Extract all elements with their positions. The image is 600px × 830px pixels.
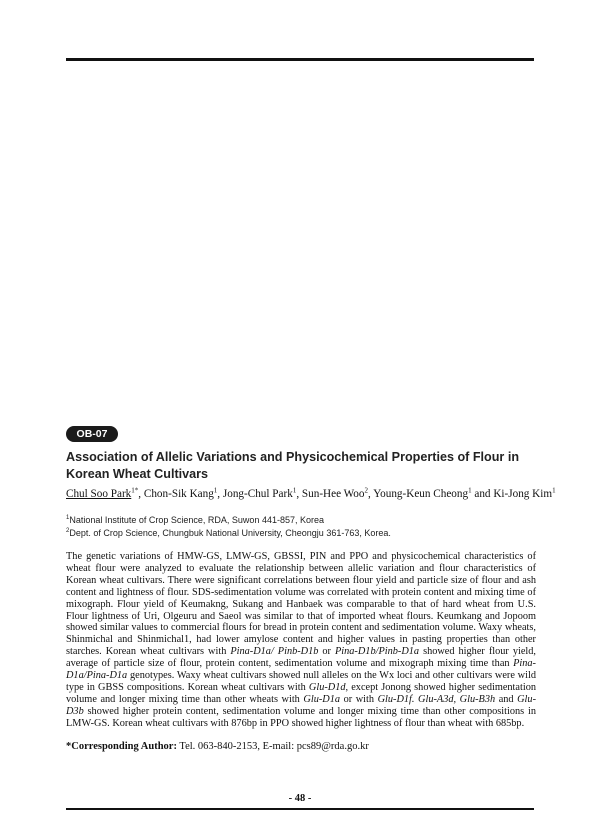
affiliation-mark: 2 (66, 528, 70, 534)
author-affiliation-mark: 1 (552, 486, 556, 495)
abstract-segment: or with (340, 693, 378, 705)
affiliations (66, 514, 536, 540)
abstract-italic-term: Glu-D1d (308, 681, 346, 693)
abstract-italic-term: Pina-D1a/ Pinb-D1b (230, 646, 319, 658)
author-affiliation-mark: 1 (213, 486, 218, 495)
abstract-italic-term: Pina-D1b/Pinb-D1a (334, 646, 420, 658)
abstract-segment: The genetic variations of HMW-GS, LMW-GS, GBSSI, PIN and PPO and physicochemical characteristics of wheat flour were analyzed to evaluate the relationship between allelic variation and flour characteristics of Korean wheat cultivars. There were significant correlations between flour yield and particle size of flour and ash content and lightness of flour. SDS-sedimentation volume was correlated with protein content and mixing time of mixograph. Flour yield of Keumakng, Sukang and Hanbaek was comparable to that of hard wheat from U.S. Flour lightness of Uri, Olgeuru and Saeol was similar to that of imported wheat flours. Keumkang and Jopoom showed similar values to commercial flours for bread in protein content and sedimentation volume. Waxy wheats, Shinmichal and Shinmichal1, had lower amylose content and higher values in pasting properties than other starches. Korean wheat cultivars with (66, 551, 536, 658)
abstract-italic-term: Glu-D1a (303, 693, 341, 705)
author-name: Jong-Chul Park (222, 488, 293, 500)
bottom-rule (66, 808, 534, 810)
abstract-segment: genotypes. Waxy wheat cultivars showed null alleles on the Wx loci and other cultivars were wild type in GBSS compositions. Korean wheat cultivars with (66, 670, 536, 693)
abstract-italic-term: Glu-D1f. Glu-A3d, Glu-B3h (377, 693, 496, 705)
author-affiliation-mark: 1 (292, 486, 297, 495)
author-affiliation-mark: 2 (364, 486, 368, 495)
author-separator: , (217, 488, 223, 500)
affiliation-text: Dept. of Crop Science, Chungbuk National University, Cheongju 361-763, Korea. (69, 528, 391, 538)
author-name: Sun-Hee Woo (301, 488, 365, 500)
top-rule (66, 58, 534, 61)
abstract-segment: showed higher flour yield, average of particle size of flour, protein content, sedimentation volume and mixograph mixing time than (66, 646, 536, 670)
author-name: Young-Keun Cheong (373, 488, 469, 500)
author-name: Chul Soo Park (66, 488, 132, 500)
author-affiliation-mark: 1* (131, 486, 139, 495)
corresponding-label: *Corresponding Author: (66, 741, 177, 752)
corresponding-contact: Tel. 063-840-2153, E-mail: pcs89@rda.go.kr (176, 741, 369, 752)
author-separator: , (368, 488, 374, 500)
abstract-italic-term: Glu-D3b (66, 693, 536, 717)
corresponding-author (66, 740, 536, 753)
author-separator: , (296, 488, 302, 500)
session-badge: OB-07 (66, 426, 118, 442)
affiliation-mark: 1 (66, 515, 70, 521)
affiliation-line (66, 514, 536, 527)
author-name: Ki-Jong Kim (493, 488, 553, 500)
abstract-segment: , except Jonong showed higher sedimentation volume and longer mixing time than other wheats with (66, 681, 536, 705)
author-list (66, 486, 556, 501)
author-name: Chon-Sik Kang (143, 488, 214, 500)
affiliation-text: National Institute of Crop Science, RDA, Suwon 441-857, Korea (69, 515, 324, 525)
author-separator: , (138, 488, 144, 500)
paper-title: Association of Allelic Variations and Physicochemical Properties of Flour in Korean Wheat Cultivars (66, 450, 520, 481)
abstract-segment: and (495, 693, 518, 705)
abstract-text (66, 551, 536, 730)
author-separator: and (471, 488, 494, 500)
abstract-segment: or (318, 646, 335, 658)
affiliation-line (66, 527, 536, 540)
page-number: - 48 - (288, 793, 312, 804)
abstract-italic-term: Pina-D1a/Pina-D1a (66, 658, 536, 682)
abstract-segment: showed higher protein content, sedimentation volume and longer mixing time than other compositions in LMW-GS. Korean wheat cultivars with 876bp in PPO showed higher lightness of flour than wheat with 685bp. (66, 705, 536, 729)
author-affiliation-mark: 1 (468, 486, 472, 495)
